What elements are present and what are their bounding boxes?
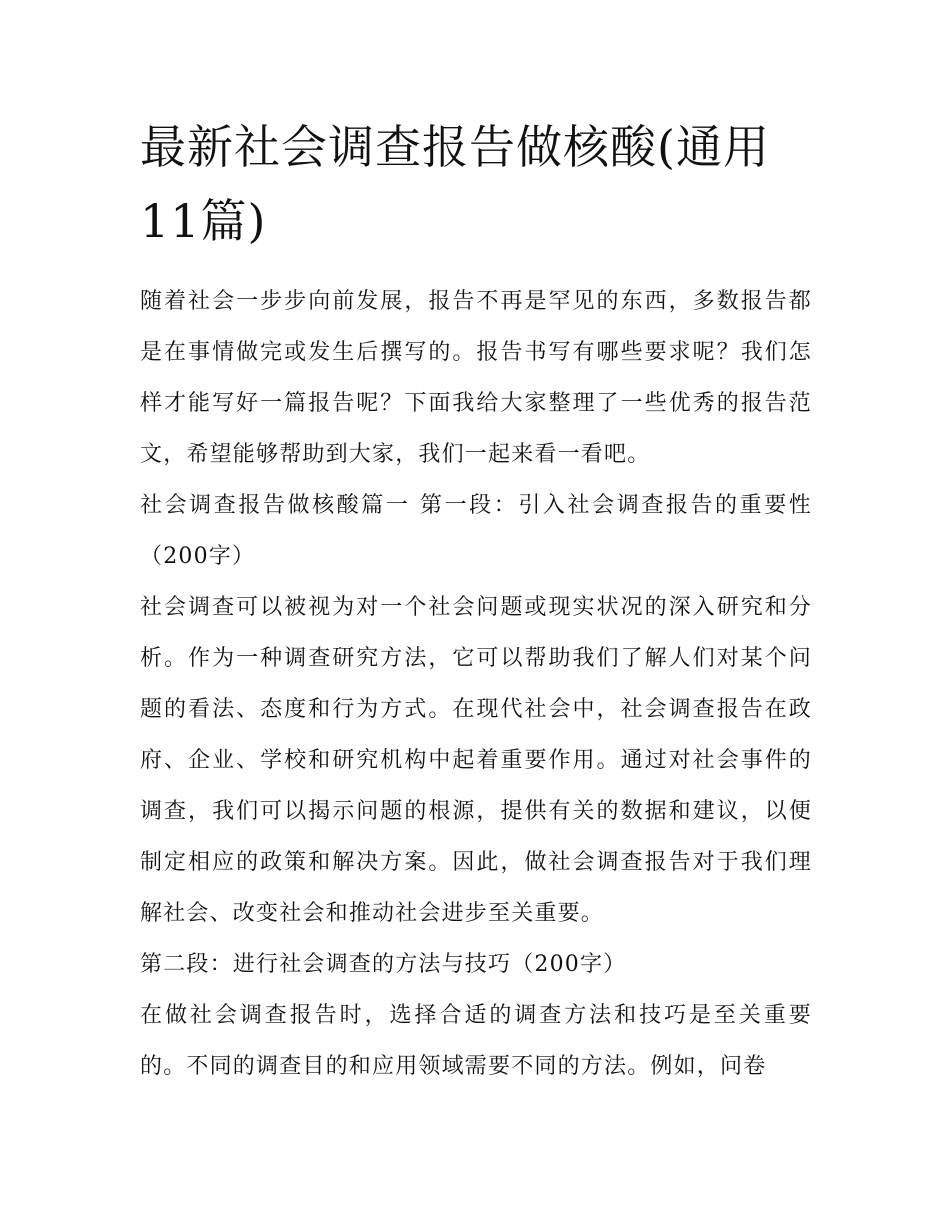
body-paragraph: 社会调查可以被视为对一个社会问题或现实状况的深入研究和分析。作为一种调查研究方法，它可以帮助我们了解人们对某个问题的看法、态度和行为方式。在现代社会中，社会调查报告在政府、企业、学校和研究机构中起着重要作用。通过对社会事件的调查，我们可以揭示问题的根源，提供有关的数据和建议，以便制定相应的政策和解决方案。因此，做社会调查报告对于我们理解社会、改变社会和推动社会进步至关重要。 bbox=[140, 595, 812, 926]
document-page bbox=[140, 110, 812, 1092]
intro-paragraph: 随着社会一步步向前发展，报告不再是罕见的东西，多数报告都是在事情做完或发生后撰写的。报告书写有哪些要求呢？我们怎样才能写好一篇报告呢？下面我给大家整理了一些优秀的报告范文，希望能够帮助到大家，我们一起来看一看吧。 bbox=[140, 289, 812, 467]
body-paragraph: 在做社会调查报告时，选择合适的调查方法和技巧是至关重要的。不同的调查目的和应用领域需要不同的方法。例如，问卷 bbox=[140, 1003, 812, 1079]
document-title: 最新社会调查报告做核酸(通用11篇) bbox=[140, 120, 770, 248]
section-heading-part-two: 第二段：进行社会调查的方法与技巧（200字） bbox=[140, 952, 627, 977]
section-heading-part-one: 社会调查报告做核酸篇一 第一段：引入社会调查报告的重要性（200字） bbox=[140, 493, 812, 569]
